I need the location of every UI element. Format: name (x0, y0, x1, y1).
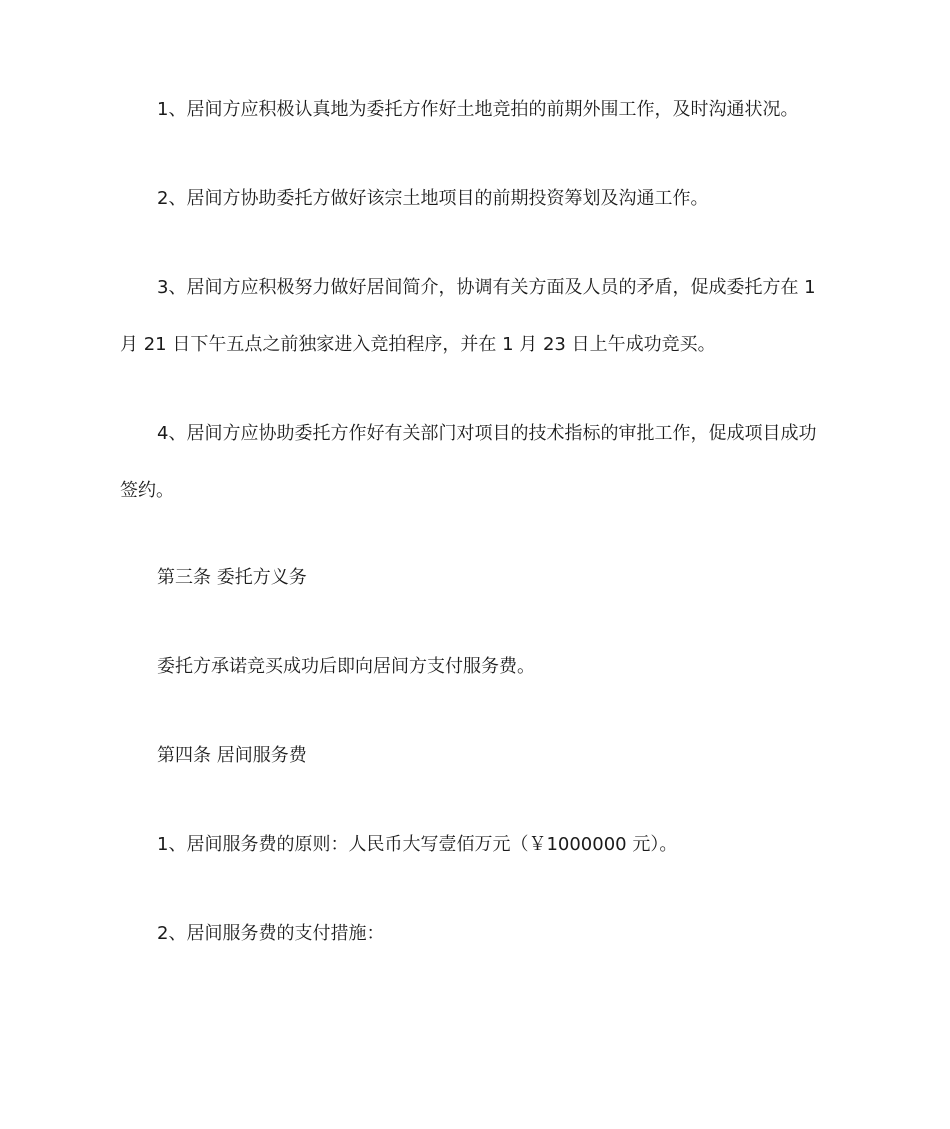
paragraph-duty-1 (120, 81, 832, 138)
section-heading: 第三条 委托方义务 (157, 567, 307, 588)
paragraph-line: 月 21 日下午五点之前独家进入竞拍程序，并在 1 月 23 日上午成功竞买。 (120, 334, 716, 355)
paragraph-line: 委托方承诺竞买成功后即向居间方支付服务费。 (157, 656, 535, 677)
paragraph-line: 2、居间方协助委托方做好该宗土地项目的前期投资筹划及沟通工作。 (157, 188, 709, 209)
paragraph-fee-payment (120, 905, 832, 962)
paragraph-client-obligation (120, 638, 832, 695)
paragraph-fee-principle (120, 816, 832, 873)
section-heading-article-4 (120, 727, 832, 784)
paragraph-line: 签约。 (120, 480, 174, 501)
paragraph-line: 3、居间方应积极努力做好居间简介，协调有关方面及人员的矛盾，促成委托方在 1 (157, 277, 816, 298)
paragraph-line: 1、居间服务费的原则：人民币大写壹佰万元（￥1000000 元）。 (157, 834, 678, 855)
paragraph-line: 4、居间方应协助委托方作好有关部门对项目的技术指标的审批工作，促成项目成功 (157, 423, 817, 444)
section-heading: 第四条 居间服务费 (157, 745, 307, 766)
paragraph-duty-3 (120, 259, 832, 373)
paragraph-duty-2 (120, 170, 832, 227)
paragraph-line: 2、居间服务费的支付措施： (157, 923, 385, 944)
section-heading-article-3 (120, 549, 832, 606)
paragraph-line: 1、居间方应积极认真地为委托方作好土地竞拍的前期外围工作，及时沟通状况。 (157, 99, 799, 120)
paragraph-duty-4 (120, 405, 832, 519)
